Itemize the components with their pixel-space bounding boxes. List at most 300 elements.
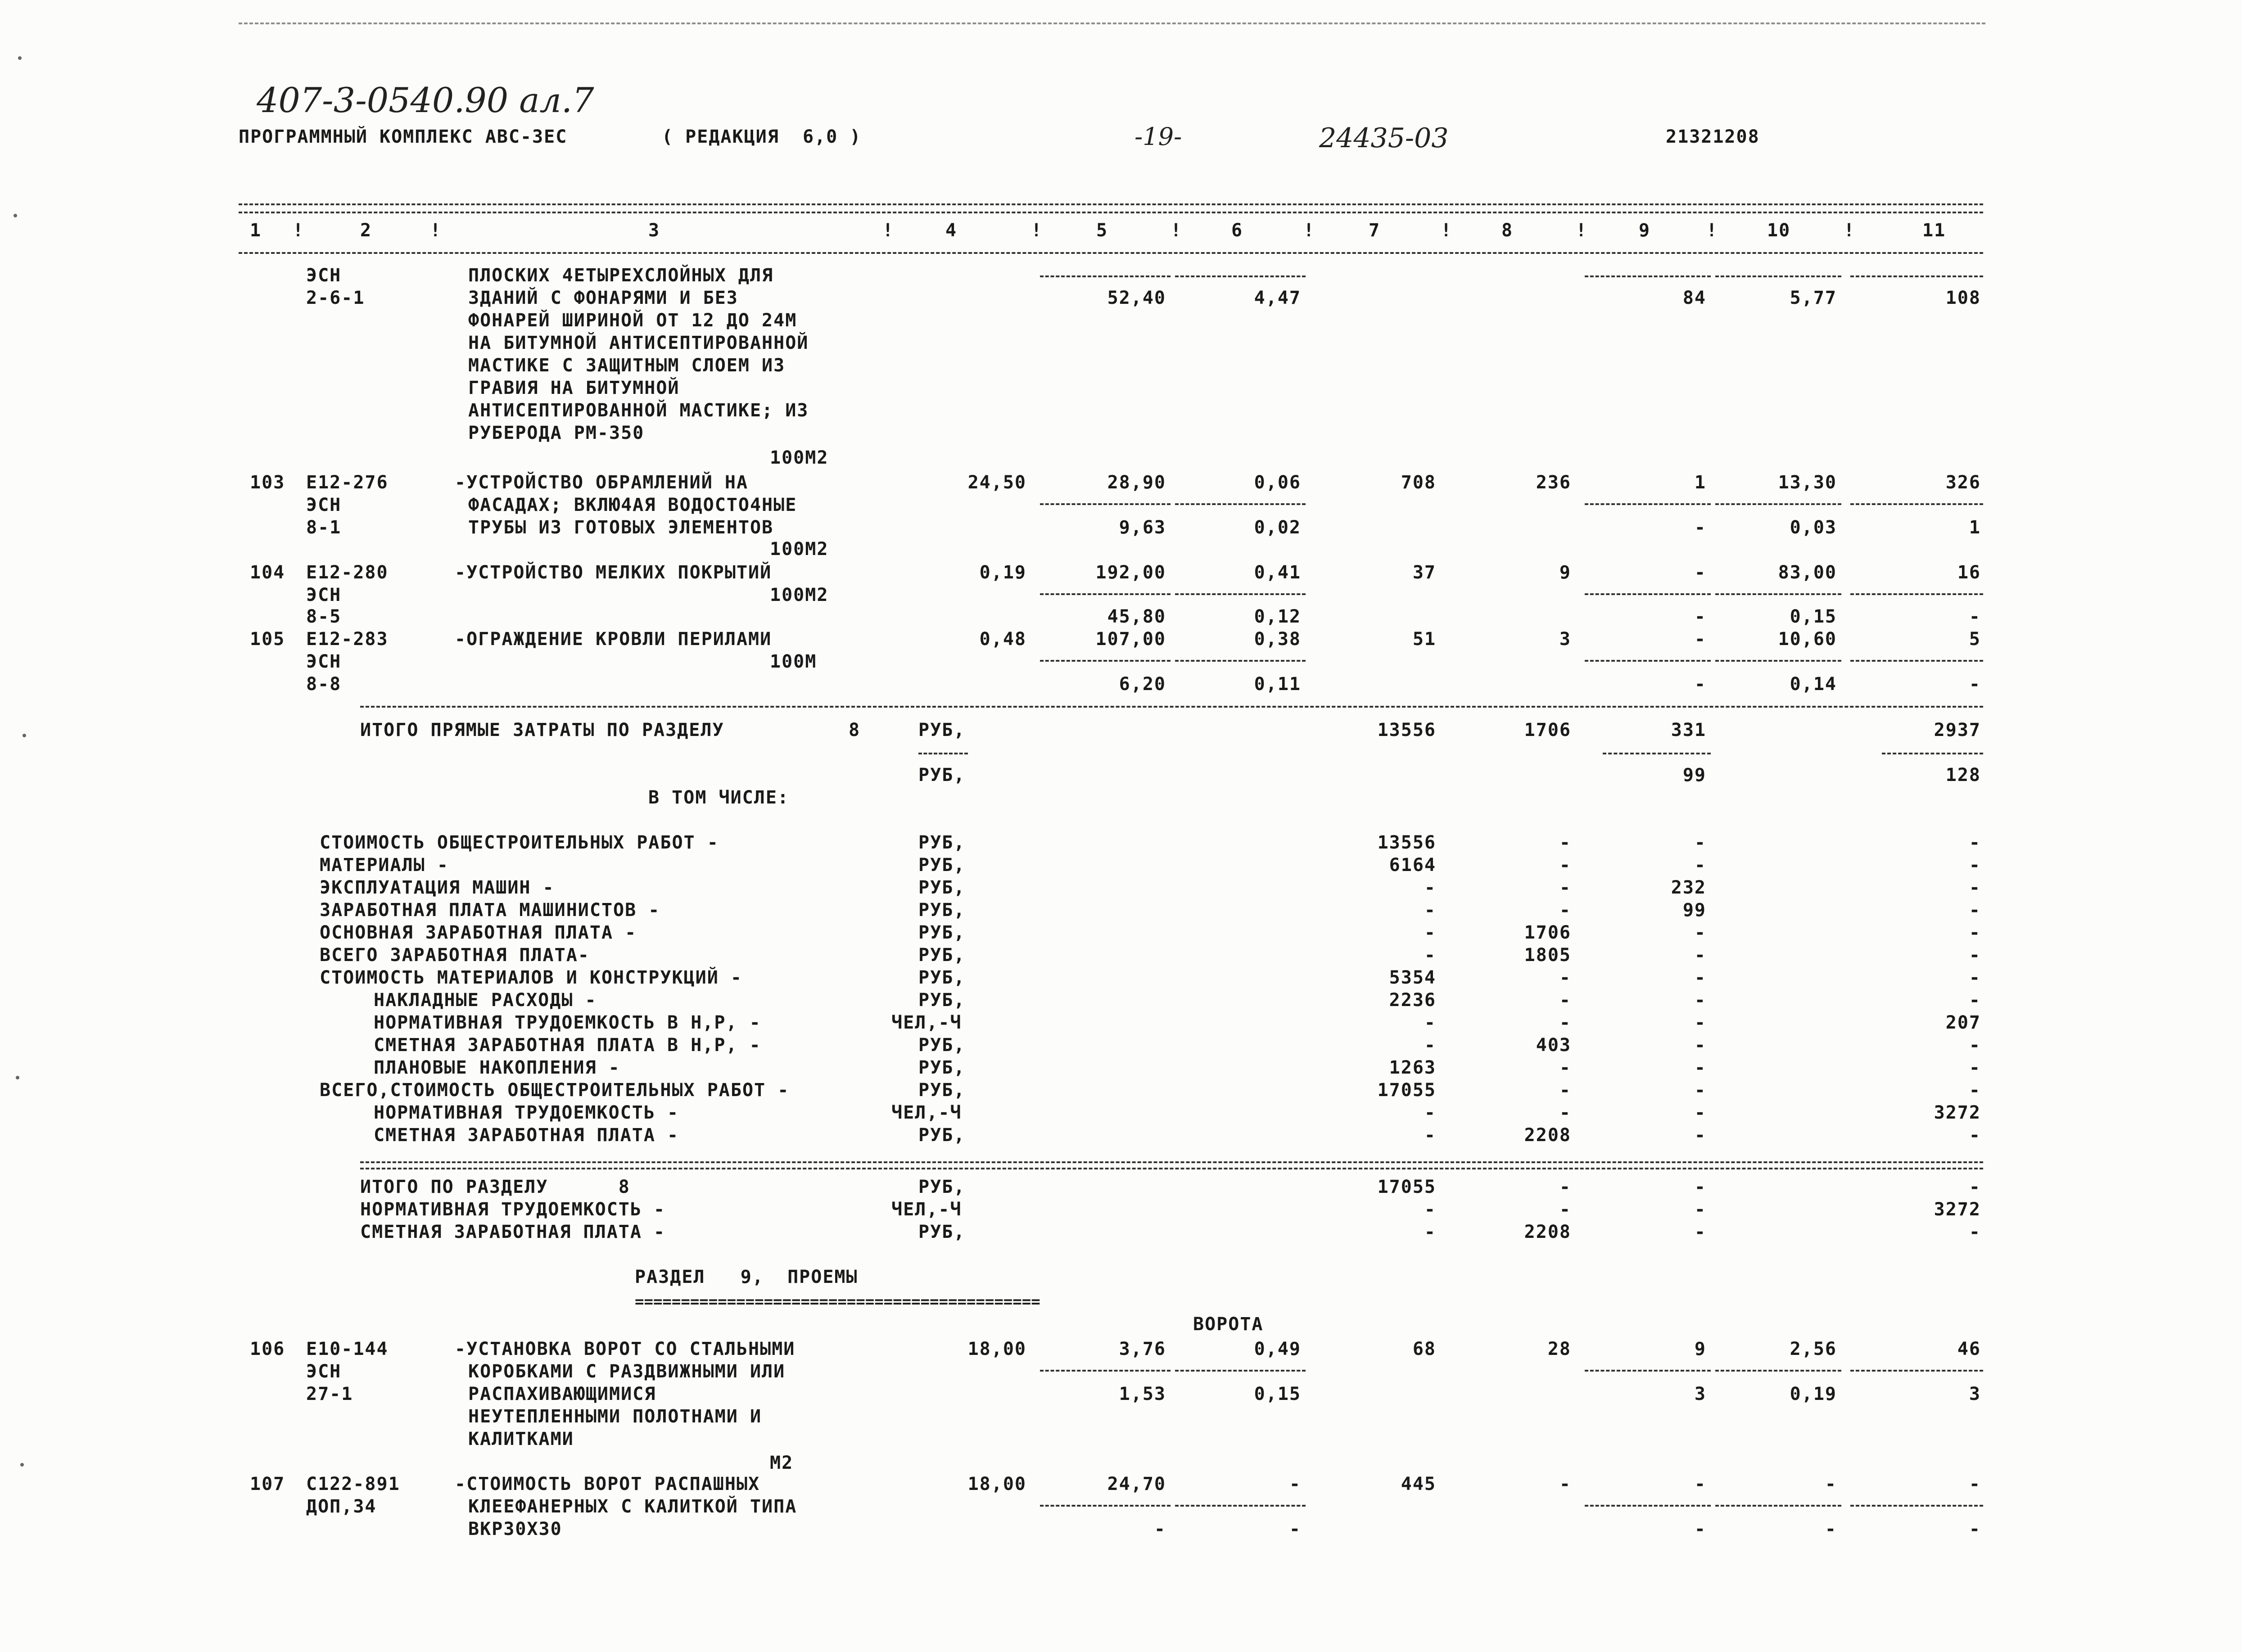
price-code: Е12-276: [306, 472, 389, 493]
cell-value: 1,53: [1119, 1384, 1166, 1404]
breakdown-unit: РУБ,: [918, 832, 966, 853]
cell-value: 13556: [1377, 832, 1436, 853]
cell-value: -: [1559, 1012, 1571, 1033]
cell-value: 5,77: [1790, 288, 1837, 308]
cell-value: -: [1424, 1035, 1436, 1056]
cell-rule: [1040, 593, 1171, 595]
summary-top-line: [360, 706, 1983, 708]
cell-rule: [1585, 660, 1711, 662]
work-description: -УСТРОЙСТВО МЕЛКИХ ПОКРЫТИЙ: [455, 562, 772, 583]
cell-value: 708: [1401, 472, 1436, 493]
cell-value: 24,70: [1107, 1474, 1166, 1494]
cell-value: -: [1694, 1102, 1706, 1123]
cell-rule: [1850, 1370, 1983, 1372]
cell-value: -: [1559, 1102, 1571, 1123]
breakdown-unit: РУБ,: [918, 900, 966, 921]
breakdown-label: СМЕТНАЯ ЗАРАБОТНАЯ ПЛАТА -: [374, 1125, 679, 1146]
cell-value: 108: [1945, 288, 1981, 308]
column-separator: !: [1441, 220, 1453, 241]
column-header-4: 4: [945, 220, 958, 241]
cell-value: 0,15: [1254, 1384, 1301, 1404]
cell-value: -: [1825, 1519, 1837, 1539]
norm-code: 27-1: [306, 1384, 353, 1404]
breakdown-unit: РУБ,: [918, 1035, 966, 1056]
column-separator: !: [1706, 220, 1718, 241]
cell-value: -: [1969, 1057, 1981, 1078]
cell-value: -: [1694, 1057, 1706, 1078]
cell-value: 2208: [1524, 1222, 1571, 1242]
cell-value: -: [1424, 1199, 1436, 1220]
cell-value: 0,03: [1790, 517, 1837, 538]
column-header-5: 5: [1096, 220, 1108, 241]
document-code: 21321208: [1666, 126, 1760, 147]
cell-value: 24,50: [967, 472, 1026, 493]
work-description-line: КАЛИТКАМИ: [468, 1429, 574, 1449]
cell-rule: [1715, 1370, 1841, 1372]
work-description-line: -СТОИМОСТЬ ВОРОТ РАСПАШНЫХ: [455, 1474, 760, 1494]
column-separator: !: [882, 220, 895, 241]
cell-rule: [1850, 503, 1983, 505]
cell-value: 445: [1401, 1474, 1436, 1494]
work-description-line: ФАСАДАХ; ВКЛЮ4АЯ ВОДОСТО4НЫЕ: [468, 495, 797, 515]
column-header-1: 1: [250, 220, 262, 241]
cell-value: -: [1969, 1474, 1981, 1494]
unit-of-measure: 100М2: [770, 585, 829, 605]
cell-value: 5: [1969, 629, 1981, 650]
cell-rule: [1585, 1505, 1711, 1507]
cell-value: 107,00: [1095, 629, 1166, 650]
cell-value: -: [1694, 945, 1706, 966]
cell-rule: [1585, 503, 1711, 505]
cell-value: -: [1559, 1080, 1571, 1101]
cell-value: 2208: [1524, 1125, 1571, 1146]
cell-value: -: [1694, 562, 1706, 583]
cell-value: -: [1969, 1177, 1981, 1197]
cell-value: 0,41: [1254, 562, 1301, 583]
cell-value: -: [1694, 1012, 1706, 1033]
cell-rule: [1585, 1370, 1711, 1372]
cell-value: -: [1694, 1222, 1706, 1242]
column-separator: !: [1576, 220, 1588, 241]
breakdown-unit: РУБ,: [918, 855, 966, 876]
cell-value: -: [1694, 606, 1706, 627]
cell-rule: [1175, 275, 1306, 277]
cell-value: -: [1694, 832, 1706, 853]
cell-value: 1706: [1524, 720, 1571, 740]
breakdown-label: МАТЕРИАЛЫ -: [320, 855, 449, 876]
handwritten-number: 24435-03: [1319, 122, 1449, 154]
work-description-line: РАСПАХИВАЮЩИМИСЯ: [468, 1384, 656, 1404]
work-description-line: ЗДАНИЙ С ФОНАРЯМИ И БЕЗ: [468, 288, 738, 308]
cell-value: 18,00: [967, 1339, 1026, 1359]
work-description-line: КОРОБКАМИ С РАЗДВИЖНЫМИ ИЛИ: [468, 1361, 786, 1382]
cell-rule: [1040, 503, 1171, 505]
cell-value: 99: [1682, 765, 1706, 785]
unit-of-measure: М2: [770, 1453, 794, 1473]
cell-value: 9: [1559, 562, 1571, 583]
breakdown-label: ЭКСПЛУАТАЦИЯ МАШИН -: [320, 877, 555, 898]
cell-value: 2,56: [1790, 1339, 1837, 1359]
cell-value: -: [1559, 855, 1571, 876]
work-description-line: ВКР30Х30: [468, 1519, 562, 1539]
cell-value: -: [1694, 1199, 1706, 1220]
cell-value: 0,19: [1790, 1384, 1837, 1404]
breakdown-label: ВСЕГО,СТОИМОСТЬ ОБЩЕСТРОИТЕЛЬНЫХ РАБОТ -: [320, 1080, 790, 1101]
cell-value: -: [1559, 1177, 1571, 1197]
cell-value: -: [1694, 1519, 1706, 1539]
cell-value: -: [1969, 922, 1981, 943]
cell-value: -: [1424, 1222, 1436, 1242]
scan-speck: [16, 1076, 19, 1079]
table-top-line: [239, 203, 1983, 205]
column-separator: !: [1171, 220, 1183, 241]
total-label: ИТОГО ПРЯМЫЕ ЗАТРАТЫ ПО РАЗДЕЛУ: [360, 720, 724, 740]
cell-value: 9: [1694, 1339, 1706, 1359]
cell-value: 18,00: [967, 1474, 1026, 1494]
cell-rule: [1175, 660, 1306, 662]
cell-rule: [1175, 1370, 1306, 1372]
breakdown-unit: РУБ,: [918, 1125, 966, 1146]
price-code: Е10-144: [306, 1339, 389, 1359]
final-total-unit: РУБ,: [918, 1222, 966, 1242]
cell-rule: [1585, 275, 1711, 277]
work-description-line: -УСТАНОВКА ВОРОТ СО СТАЛЬНЫМИ: [455, 1339, 796, 1359]
cell-rule: [1175, 1505, 1306, 1507]
cell-rule: [1175, 593, 1306, 595]
work-description-line: МАСТИКЕ С ЗАЩИТНЫМ СЛОЕМ ИЗ: [468, 355, 786, 376]
cell-value: 10,60: [1778, 629, 1837, 650]
cell-value: -: [1694, 922, 1706, 943]
breakdown-label: ВСЕГО ЗАРАБОТНАЯ ПЛАТА-: [320, 945, 590, 966]
cell-value: 3: [1694, 1384, 1706, 1404]
breakdown-label: ПЛАНОВЫЕ НАКОПЛЕНИЯ -: [374, 1057, 620, 1078]
cell-value: 84: [1682, 288, 1706, 308]
cell-value: 331: [1671, 720, 1706, 740]
cell-value: -: [1424, 1012, 1436, 1033]
cell-value: 28,90: [1107, 472, 1166, 493]
cell-value: 232: [1671, 877, 1706, 898]
cell-value: 83,00: [1778, 562, 1837, 583]
final-total-unit: ЧЕЛ,-Ч: [891, 1199, 962, 1220]
section-number: 8: [849, 720, 861, 740]
section-title-underline: ============================================: [635, 1293, 1040, 1311]
work-description-line: ФОНАРЕЙ ШИРИНОЙ ОТ 12 ДО 24М: [468, 310, 797, 331]
norm-code: ЭСН: [306, 265, 342, 286]
cell-value: -: [1969, 900, 1981, 921]
cell-value: 1263: [1389, 1057, 1436, 1078]
cell-rule: [1040, 1370, 1171, 1372]
cell-value: -: [1694, 674, 1706, 695]
item-number: 106: [250, 1339, 285, 1359]
cell-value: 403: [1536, 1035, 1571, 1056]
breakdown-unit: РУБ,: [918, 922, 966, 943]
work-description-line: -УСТРОЙСТВО ОБРАМЛЕНИЙ НА: [455, 472, 749, 493]
breakdown-unit: ЧЕЛ,-Ч: [891, 1012, 962, 1033]
norm-code: ДОП,34: [306, 1496, 377, 1517]
cell-rule: [1715, 503, 1841, 505]
cell-rule: [1715, 275, 1841, 277]
breakdown-bottom-line: [360, 1161, 1983, 1163]
work-description-line: НА БИТУМНОЙ АНТИСЕПТИРОВАННОЙ: [468, 333, 809, 353]
work-description: -ОГРАЖДЕНИЕ КРОВЛИ ПЕРИЛАМИ: [455, 629, 772, 650]
final-total-unit: РУБ,: [918, 1177, 966, 1197]
norm-code: 8-5: [306, 606, 342, 627]
table-top-line: [239, 212, 1983, 213]
cell-value: -: [1969, 1222, 1981, 1242]
work-description-line: НЕУТЕПЛЕННЫМИ ПОЛОТНАМИ И: [468, 1406, 762, 1427]
item-number: 103: [250, 472, 285, 493]
cell-value: -: [1969, 1519, 1981, 1539]
cell-value: -: [1154, 1519, 1166, 1539]
unit-of-measure: 100М: [770, 651, 817, 672]
column-separator: !: [1031, 220, 1043, 241]
cell-rule: [1715, 660, 1841, 662]
breakdown-unit: РУБ,: [918, 990, 966, 1011]
norm-code: ЭСН: [306, 495, 342, 515]
item-number: 105: [250, 629, 285, 650]
cell-value: 0,02: [1254, 517, 1301, 538]
handwritten-document-code: 407-3-0540.90 ал.7: [257, 80, 594, 120]
cell-value: 2236: [1389, 990, 1436, 1011]
cell-rule: [1040, 275, 1171, 277]
norm-code: 8-8: [306, 674, 342, 695]
unit-of-measure: 100М2: [770, 539, 829, 560]
item-number: 104: [250, 562, 285, 583]
cell-value: 0,14: [1790, 674, 1837, 695]
breakdown-label: НОРМАТИВНАЯ ТРУДОЕМКОСТЬ -: [374, 1102, 679, 1123]
cell-value: 0,38: [1254, 629, 1301, 650]
cell-value: -: [1559, 990, 1571, 1011]
cell-value: -: [1694, 1080, 1706, 1101]
cell-value: 1805: [1524, 945, 1571, 966]
final-total-label: ИТОГО ПО РАЗДЕЛУ 8: [360, 1177, 630, 1197]
unit-of-measure: ВОРОТА: [1193, 1314, 1264, 1335]
norm-code: ЭСН: [306, 1361, 342, 1382]
norm-code: ЭСН: [306, 651, 342, 672]
cell-value: 3272: [1934, 1102, 1981, 1123]
breakdown-label: СМЕТНАЯ ЗАРАБОТНАЯ ПЛАТА В Н,Р, -: [374, 1035, 761, 1056]
work-description-line: РУБЕРОДА РМ-350: [468, 423, 645, 443]
cell-value: 9,63: [1119, 517, 1166, 538]
breakdown-label: НОРМАТИВНАЯ ТРУДОЕМКОСТЬ В Н,Р, -: [374, 1012, 761, 1033]
table-header-bottom-line: [239, 252, 1983, 254]
cell-rule: [1850, 593, 1983, 595]
breakdown-unit: РУБ,: [918, 877, 966, 898]
cell-rule: [1175, 503, 1306, 505]
column-separator: !: [1303, 220, 1315, 241]
cell-value: -: [1969, 877, 1981, 898]
cell-value: 0,06: [1254, 472, 1301, 493]
scan-speck: [20, 1463, 24, 1467]
cell-value: -: [1559, 967, 1571, 988]
cell-value: -: [1694, 1125, 1706, 1146]
breakdown-label: СТОИМОСТЬ ОБЩЕСТРОИТЕЛЬНЫХ РАБОТ -: [320, 832, 719, 853]
cell-value: 1706: [1524, 922, 1571, 943]
column-header-8: 8: [1501, 220, 1514, 241]
cell-value: -: [1694, 967, 1706, 988]
price-code: Е12-280: [306, 562, 389, 583]
cell-value: 17055: [1377, 1177, 1436, 1197]
norm-code: 2-6-1: [306, 288, 365, 308]
cell-value: -: [1559, 877, 1571, 898]
cell-rule: [1040, 660, 1171, 662]
cell-value: 0,49: [1254, 1339, 1301, 1359]
edition-label: ( РЕДАКЦИЯ 6,0 ): [662, 126, 862, 147]
breakdown-unit: РУБ,: [918, 967, 966, 988]
work-description-line: ТРУБЫ ИЗ ГОТОВЫХ ЭЛЕМЕНТОВ: [468, 517, 774, 538]
cell-value: 5354: [1389, 967, 1436, 988]
work-description-line: АНТИСЕПТИРОВАННОЙ МАСТИКЕ; ИЗ: [468, 400, 809, 421]
cell-value: -: [1559, 900, 1571, 921]
cell-value: 1: [1969, 517, 1981, 538]
cell-value: 51: [1412, 629, 1436, 650]
breakdown-unit: РУБ,: [918, 945, 966, 966]
column-header-11: 11: [1922, 220, 1946, 241]
work-description-line: ПЛОСКИХ 4ЕТЫРЕХСЛОЙНЫХ ДЛЯ: [468, 265, 774, 286]
column-separator: !: [430, 220, 442, 241]
norm-code: 8-1: [306, 517, 342, 538]
cell-value: -: [1969, 606, 1981, 627]
cell-value: -: [1969, 967, 1981, 988]
page-number: -19-: [1135, 122, 1182, 151]
cell-value: 326: [1945, 472, 1981, 493]
cell-value: 3,76: [1119, 1339, 1166, 1359]
cell-value: 28: [1547, 1339, 1571, 1359]
item-number: 107: [250, 1474, 285, 1494]
breakdown-label: НАКЛАДНЫЕ РАСХОДЫ -: [374, 990, 597, 1011]
column-header-9: 9: [1639, 220, 1651, 241]
breakdown-unit: РУБ,: [918, 1080, 966, 1101]
column-header-3: 3: [648, 220, 660, 241]
cell-value: -: [1694, 855, 1706, 876]
final-total-label: НОРМАТИВНАЯ ТРУДОЕМКОСТЬ -: [360, 1199, 666, 1220]
breakdown-label: СТОИМОСТЬ МАТЕРИАЛОВ И КОНСТРУКЦИЙ -: [320, 967, 742, 988]
work-description-line: КЛЕЕФАНЕРНЫХ С КАЛИТКОЙ ТИПА: [468, 1496, 797, 1517]
price-code: С122-891: [306, 1474, 400, 1494]
cell-rule: [1715, 1505, 1841, 1507]
work-description-line: ГРАВИЯ НА БИТУМНОЙ: [468, 378, 680, 398]
cell-value: -: [1694, 517, 1706, 538]
price-code: Е12-283: [306, 629, 389, 650]
cell-value: 0,15: [1790, 606, 1837, 627]
cell-rule: [1603, 753, 1711, 754]
cell-value: -: [1969, 1080, 1981, 1101]
cell-value: 45,80: [1107, 606, 1166, 627]
cell-value: -: [1969, 1125, 1981, 1146]
cell-value: -: [1694, 1177, 1706, 1197]
column-separator: !: [293, 220, 305, 241]
section-title: РАЗДЕЛ 9, ПРОЕМЫ: [635, 1267, 858, 1287]
cell-value: -: [1289, 1519, 1301, 1539]
cell-value: 6164: [1389, 855, 1436, 876]
cell-value: 52,40: [1107, 288, 1166, 308]
cell-value: 6,20: [1119, 674, 1166, 695]
cell-rule: [1585, 593, 1711, 595]
breakdown-label: ЗАРАБОТНАЯ ПЛАТА МАШИНИСТОВ -: [320, 900, 660, 921]
cell-value: -: [1694, 1035, 1706, 1056]
top-dash-line: [239, 23, 1985, 24]
breakdown-bottom-line: [360, 1168, 1983, 1169]
scan-speck: [23, 734, 26, 737]
cell-value: 2937: [1934, 720, 1981, 740]
cell-value: 3: [1559, 629, 1571, 650]
cell-rule: [1882, 753, 1983, 754]
cell-value: -: [1424, 1102, 1436, 1123]
cell-value: 236: [1536, 472, 1571, 493]
final-total-label: СМЕТНАЯ ЗАРАБОТНАЯ ПЛАТА -: [360, 1222, 666, 1242]
norm-code: ЭСН: [306, 585, 342, 605]
cell-value: -: [1424, 945, 1436, 966]
breakdown-unit: ЧЕЛ,-Ч: [891, 1102, 962, 1123]
cell-value: -: [1694, 990, 1706, 1011]
cell-value: 4,47: [1254, 288, 1301, 308]
cell-value: 0,12: [1254, 606, 1301, 627]
cell-value: 17055: [1377, 1080, 1436, 1101]
cell-value: -: [1825, 1474, 1837, 1494]
cell-value: -: [1424, 922, 1436, 943]
cell-value: -: [1969, 945, 1981, 966]
program-title: ПРОГРАММНЫЙ КОМПЛЕКС АВС-3ЕС: [239, 126, 568, 147]
cell-value: -: [1969, 855, 1981, 876]
cell-value: -: [1559, 1199, 1571, 1220]
cell-value: 128: [1945, 765, 1981, 785]
cell-value: 16: [1957, 562, 1981, 583]
cell-value: -: [1424, 900, 1436, 921]
cell-value: -: [1969, 990, 1981, 1011]
cell-value: 13556: [1377, 720, 1436, 740]
cell-value: -: [1289, 1474, 1301, 1494]
breakdown-label: ОСНОВНАЯ ЗАРАБОТНАЯ ПЛАТА -: [320, 922, 637, 943]
cell-rule: [1715, 593, 1841, 595]
cell-value: 3272: [1934, 1199, 1981, 1220]
column-separator: !: [1844, 220, 1856, 241]
cell-rule: [918, 753, 968, 754]
cell-value: -: [1969, 1035, 1981, 1056]
cell-value: 3: [1969, 1384, 1981, 1404]
cell-value: 207: [1945, 1012, 1981, 1033]
cell-rule: [1850, 1505, 1983, 1507]
cell-value: -: [1559, 1474, 1571, 1494]
cell-value: -: [1424, 1125, 1436, 1146]
cell-value: 46: [1957, 1339, 1981, 1359]
breakdown-unit: РУБ,: [918, 1057, 966, 1078]
column-header-2: 2: [360, 220, 372, 241]
cell-rule: [1850, 660, 1983, 662]
cell-value: -: [1424, 877, 1436, 898]
cell-value: 68: [1412, 1339, 1436, 1359]
cell-value: 192,00: [1095, 562, 1166, 583]
cell-value: -: [1969, 832, 1981, 853]
cell-value: 0,19: [979, 562, 1026, 583]
cell-value: -: [1559, 832, 1571, 853]
cell-value: -: [1969, 674, 1981, 695]
cell-value: 0,11: [1254, 674, 1301, 695]
currency-unit: РУБ,: [918, 765, 966, 785]
scan-speck: [14, 214, 17, 217]
unit-of-measure: 100М2: [770, 447, 829, 468]
scan-speck: [18, 56, 22, 60]
cell-value: 0,48: [979, 629, 1026, 650]
cell-value: -: [1694, 629, 1706, 650]
cell-value: 13,30: [1778, 472, 1837, 493]
column-header-7: 7: [1369, 220, 1381, 241]
cell-value: 99: [1682, 900, 1706, 921]
cell-value: -: [1559, 1057, 1571, 1078]
cell-value: 37: [1412, 562, 1436, 583]
including-label: В ТОМ ЧИСЛЕ:: [648, 787, 789, 808]
cell-value: 1: [1694, 472, 1706, 493]
column-header-6: 6: [1231, 220, 1243, 241]
